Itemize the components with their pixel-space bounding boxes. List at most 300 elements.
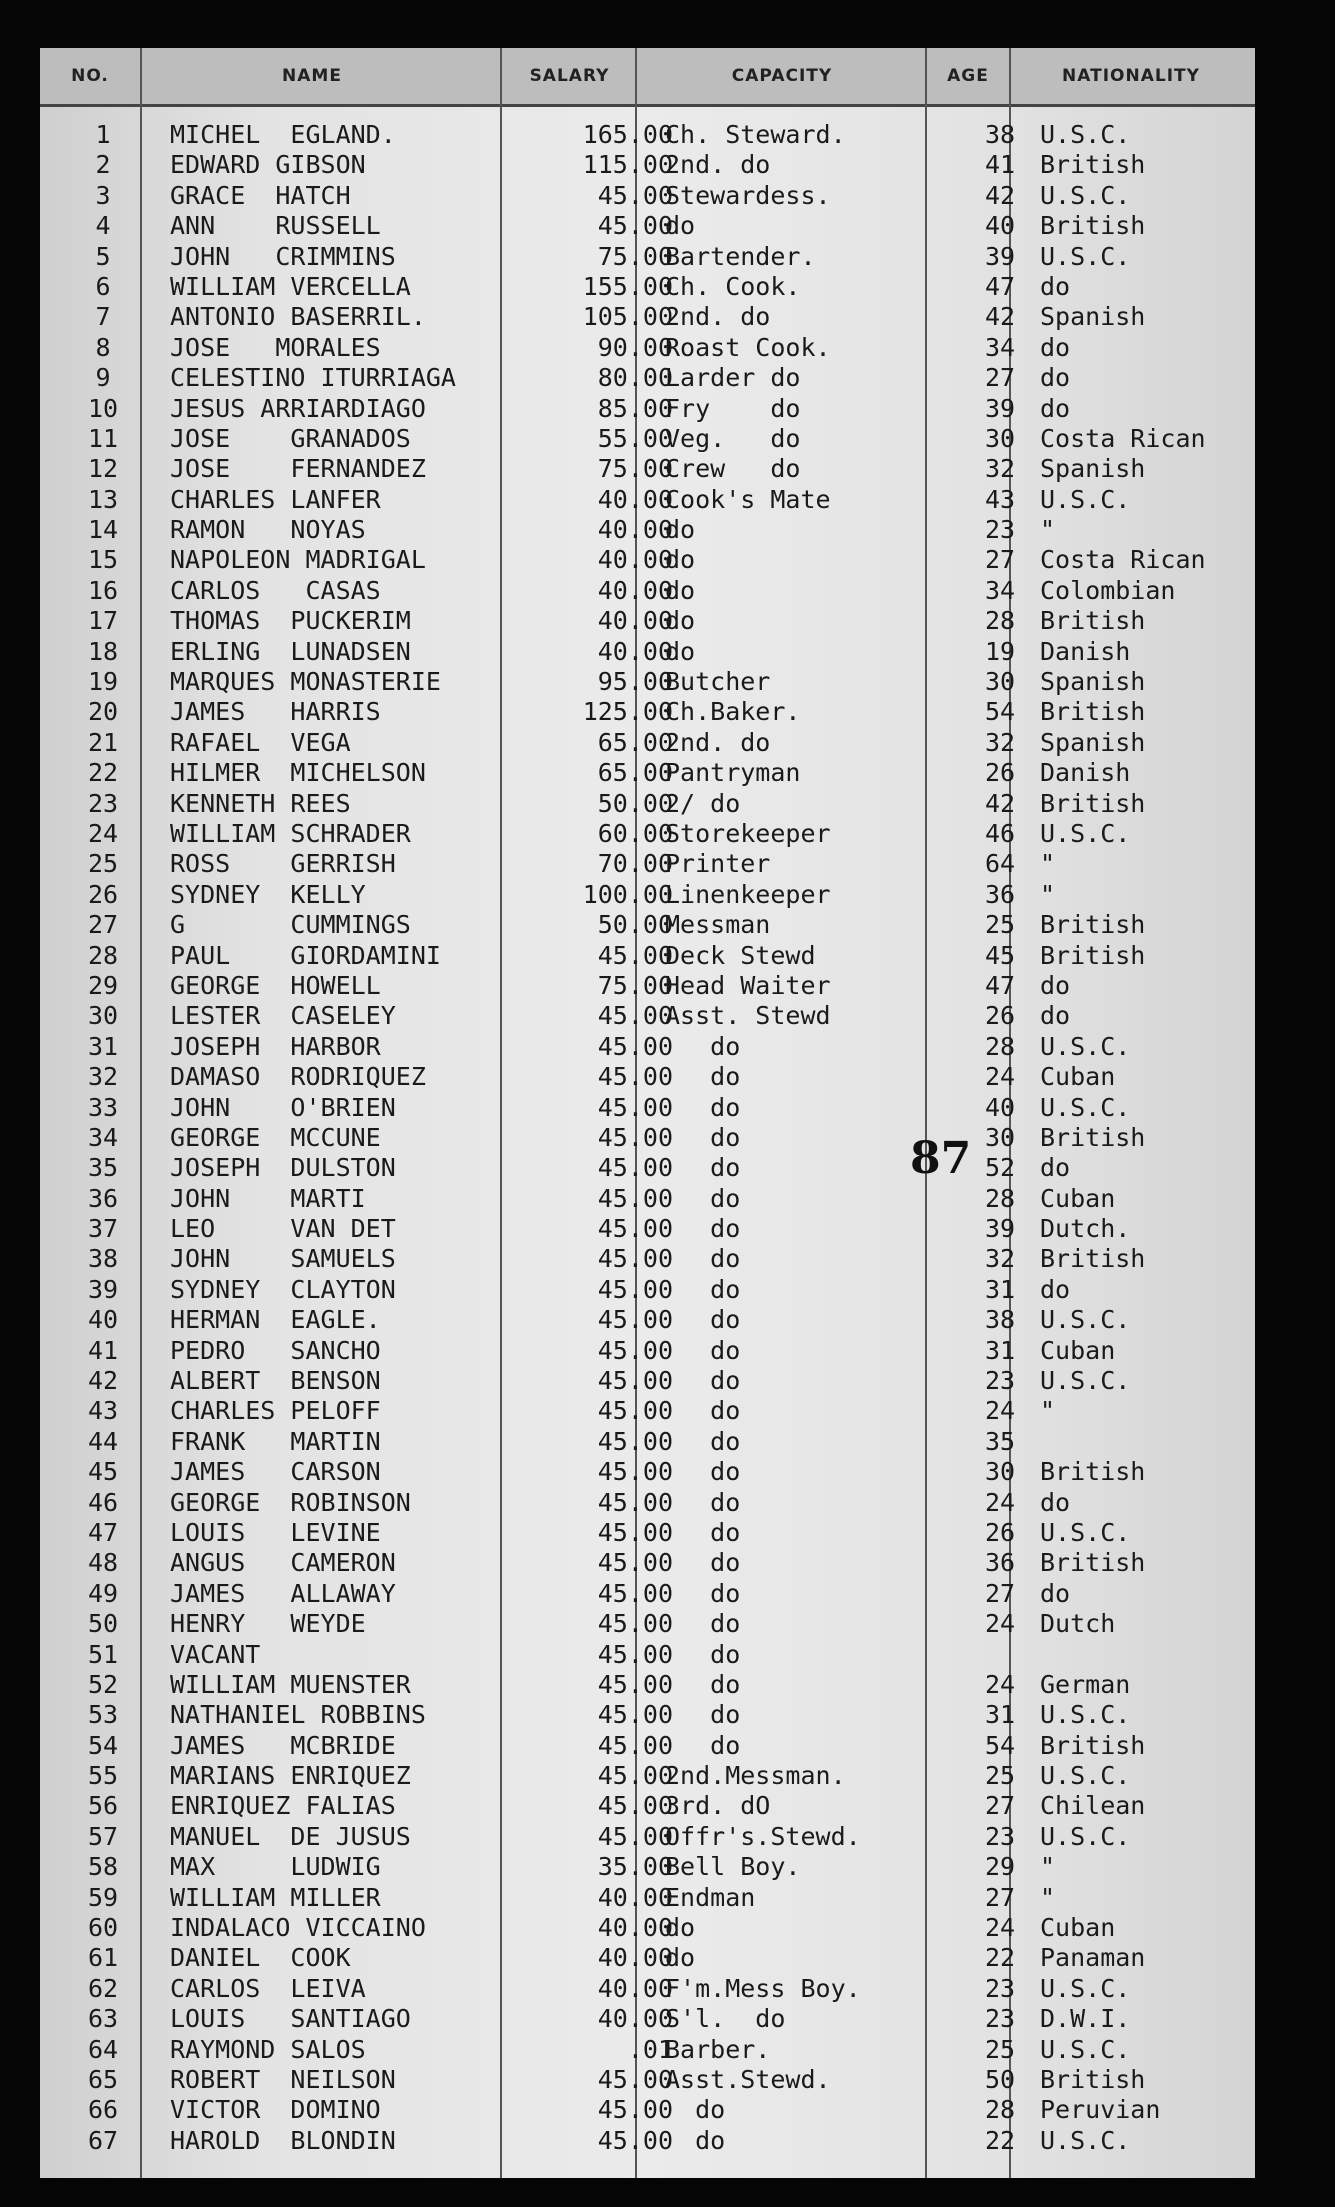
crew-nationality: ": [1040, 1882, 1056, 1912]
crew-salary: 75.00: [597, 454, 673, 484]
row-number: 27: [87, 910, 119, 940]
table-row: [40, 1366, 1255, 1396]
crew-capacity: do: [665, 1548, 741, 1578]
crew-age: 39: [984, 1214, 1016, 1244]
table-row: [40, 1548, 1255, 1578]
crew-nationality: U.S.C.: [1040, 1700, 1131, 1730]
crew-capacity: Ch. Steward.: [665, 120, 846, 149]
crew-capacity: do: [665, 1669, 741, 1699]
table-row: [40, 697, 1255, 727]
crew-salary: 40.00: [597, 636, 673, 666]
crew-age: 54: [984, 697, 1016, 727]
row-number: 53: [87, 1700, 119, 1730]
crew-salary: 125.00: [582, 697, 673, 727]
crew-name: HENRY WEYDE: [170, 1609, 366, 1639]
crew-age: 23: [984, 2004, 1016, 2034]
table-row: [40, 667, 1255, 697]
crew-age: 28: [984, 606, 1016, 636]
crew-capacity: do: [665, 606, 696, 636]
crew-name: WILLIAM MUENSTER: [170, 1669, 411, 1699]
table-row: [40, 211, 1255, 241]
row-number: 34: [87, 1122, 119, 1152]
crew-capacity: Storekeeper: [665, 818, 831, 848]
table-row: [40, 1640, 1255, 1670]
crew-nationality: Danish: [1040, 758, 1131, 788]
row-number: 11: [87, 423, 119, 453]
row-number: 55: [87, 1761, 119, 1791]
table-row: [40, 333, 1255, 363]
table-row: [40, 1822, 1255, 1852]
crew-age: 32: [984, 1244, 1016, 1274]
row-number: 47: [87, 1517, 119, 1547]
crew-age: 28: [984, 1031, 1016, 1061]
table-row: [40, 606, 1255, 636]
crew-nationality: U.S.C.: [1040, 2034, 1131, 2064]
crew-salary: 40.00: [597, 1913, 673, 1943]
crew-capacity: Roast Cook.: [665, 332, 831, 362]
crew-salary: 50.00: [597, 910, 673, 940]
table-row: [40, 758, 1255, 788]
crew-name: ANN RUSSELL: [170, 211, 381, 241]
table-row: [40, 1731, 1255, 1761]
table-row: [40, 242, 1255, 272]
row-number: 4: [95, 211, 111, 241]
table-row: [40, 849, 1255, 879]
crew-salary: 40.00: [597, 545, 673, 575]
crew-age: 23: [984, 1973, 1016, 2003]
table-row: [40, 515, 1255, 545]
row-number: 42: [87, 1366, 119, 1396]
crew-salary: 45.00: [597, 1305, 673, 1335]
crew-nationality: U.S.C.: [1040, 1366, 1131, 1396]
crew-age: 31: [984, 1274, 1016, 1304]
crew-salary: 45.00: [597, 1821, 673, 1851]
crew-salary: 45.00: [597, 211, 673, 241]
crew-age: 64: [984, 849, 1016, 879]
table-row: [40, 1579, 1255, 1609]
crew-name: LOUIS LEVINE: [170, 1517, 381, 1547]
crew-age: 25: [984, 1761, 1016, 1791]
table-row: [40, 880, 1255, 910]
crew-salary: 115.00: [582, 150, 673, 180]
crew-name: LOUIS SANTIAGO: [170, 2004, 411, 2034]
crew-salary: 75.00: [597, 241, 673, 271]
crew-capacity: 3rd. dO: [665, 1791, 771, 1821]
crew-nationality: do: [1040, 970, 1071, 1000]
row-number: 6: [95, 271, 111, 301]
crew-salary: 40.00: [597, 484, 673, 514]
crew-nationality: British: [1040, 788, 1146, 818]
crew-nationality: ": [1040, 515, 1056, 545]
crew-capacity: Bell Boy.: [665, 1852, 801, 1882]
crew-age: 26: [984, 758, 1016, 788]
table-row: [40, 1488, 1255, 1518]
crew-name: WILLIAM VERCELLA: [170, 271, 411, 301]
crew-capacity: Veg. do: [665, 423, 801, 453]
crew-age: 26: [984, 1517, 1016, 1547]
crew-salary: 45.00: [597, 1517, 673, 1547]
crew-age: 22: [984, 1943, 1016, 1973]
row-number: 64: [87, 2034, 119, 2064]
row-number: 41: [87, 1335, 119, 1365]
crew-salary: 45.00: [597, 1183, 673, 1213]
row-number: 2: [95, 150, 111, 180]
table-row: [40, 394, 1255, 424]
table-row: [40, 637, 1255, 667]
row-number: 26: [87, 879, 119, 909]
crew-age: 25: [984, 910, 1016, 940]
row-number: 40: [87, 1305, 119, 1335]
crew-nationality: do: [1040, 1274, 1071, 1304]
row-number: 51: [87, 1639, 119, 1669]
table-row: [40, 1518, 1255, 1548]
crew-capacity: do: [665, 1639, 741, 1669]
crew-capacity: do: [665, 1487, 741, 1517]
row-number: 24: [87, 818, 119, 848]
crew-name: JOSEPH DULSTON: [170, 1153, 396, 1183]
table-row: [40, 302, 1255, 332]
crew-nationality: Colombian: [1040, 575, 1176, 605]
crew-age: 27: [984, 1578, 1016, 1608]
crew-capacity: do: [665, 1183, 741, 1213]
crew-capacity: 2nd. do: [665, 302, 771, 332]
crew-capacity: Deck Stewd: [665, 940, 816, 970]
crew-name: NAPOLEON MADRIGAL: [170, 545, 426, 575]
crew-age: 19: [984, 636, 1016, 666]
table-row: [40, 272, 1255, 302]
table-row: [40, 1761, 1255, 1791]
crew-name: CARLOS LEIVA: [170, 1973, 366, 2003]
crew-age: 30: [984, 1457, 1016, 1487]
crew-table-body: [40, 120, 1255, 2156]
crew-capacity: do: [665, 1214, 741, 1244]
crew-capacity: do: [665, 1244, 741, 1274]
crew-capacity: Cook's Mate: [665, 484, 831, 514]
crew-salary: 85.00: [597, 393, 673, 423]
crew-capacity: do: [665, 1335, 741, 1365]
crew-age: 36: [984, 879, 1016, 909]
header-capacity: CAPACITY: [731, 66, 833, 86]
crew-age: 38: [984, 1305, 1016, 1335]
row-number: 66: [87, 2095, 119, 2125]
crew-age: 50: [984, 2065, 1016, 2094]
crew-nationality: do: [1040, 1001, 1071, 1031]
table-row: [40, 1883, 1255, 1913]
crew-age: 29: [984, 1852, 1016, 1882]
crew-salary: 45.00: [597, 1761, 673, 1791]
table-row: [40, 971, 1255, 1001]
crew-salary: 45.00: [597, 1335, 673, 1365]
crew-salary: 65.00: [597, 758, 673, 788]
crew-name: JAMES ALLAWAY: [170, 1578, 396, 1608]
crew-age: 30: [984, 1122, 1016, 1152]
table-row: [40, 1305, 1255, 1335]
row-number: 23: [87, 788, 119, 818]
crew-name: PAUL GIORDAMINI: [170, 940, 441, 970]
crew-nationality: German: [1040, 1669, 1131, 1699]
table-row: [40, 1062, 1255, 1092]
crew-nationality: U.S.C.: [1040, 180, 1131, 210]
header-age: AGE: [947, 66, 989, 86]
crew-salary: 35.00: [597, 1852, 673, 1882]
crew-age: 42: [984, 180, 1016, 210]
header-salary: SALARY: [529, 66, 610, 86]
crew-salary: 75.00: [597, 970, 673, 1000]
row-number: 46: [87, 1487, 119, 1517]
crew-salary: 45.00: [597, 1001, 673, 1031]
crew-nationality: British: [1040, 211, 1146, 241]
row-number: 9: [95, 363, 111, 393]
crew-capacity: Crew do: [665, 454, 801, 484]
row-number: 20: [87, 697, 119, 727]
crew-salary: 45.00: [597, 1700, 673, 1730]
crew-nationality: U.S.C.: [1040, 120, 1131, 149]
crew-nationality: do: [1040, 332, 1071, 362]
table-row: [40, 181, 1255, 211]
crew-age: 38: [984, 120, 1016, 149]
crew-name: ANTONIO BASERRIL.: [170, 302, 426, 332]
row-number: 19: [87, 667, 119, 697]
crew-nationality: British: [1040, 150, 1146, 180]
crew-age: 31: [984, 1700, 1016, 1730]
crew-salary: 40.00: [597, 1943, 673, 1973]
crew-salary: 45.00: [597, 1092, 673, 1122]
crew-salary: 40.00: [597, 515, 673, 545]
row-number: 7: [95, 302, 111, 332]
crew-capacity: do: [665, 1092, 741, 1122]
crew-age: 40: [984, 1092, 1016, 1122]
crew-capacity: do: [665, 2125, 726, 2155]
crew-capacity: Offr's.Stewd.: [665, 1821, 861, 1851]
crew-age: 42: [984, 788, 1016, 818]
crew-name: WILLIAM MILLER: [170, 1882, 381, 1912]
crew-age: 36: [984, 1548, 1016, 1578]
crew-nationality: British: [1040, 1548, 1146, 1578]
crew-age: 45: [984, 940, 1016, 970]
crew-age: 27: [984, 545, 1016, 575]
crew-capacity: F'm.Mess Boy.: [665, 1973, 861, 2003]
crew-capacity: do: [665, 545, 696, 575]
row-number: 15: [87, 545, 119, 575]
crew-nationality: ": [1040, 1852, 1056, 1882]
crew-capacity: Ch.Baker.: [665, 697, 801, 727]
crew-name: WILLIAM SCHRADER: [170, 818, 411, 848]
crew-salary: 100.00: [582, 879, 673, 909]
row-number: 67: [87, 2125, 119, 2155]
crew-capacity: Head Waiter: [665, 970, 831, 1000]
crew-capacity: Bartender.: [665, 241, 816, 271]
crew-age: 32: [984, 727, 1016, 757]
crew-age: 52: [984, 1153, 1016, 1183]
crew-name: DANIEL COOK: [170, 1943, 351, 1973]
crew-nationality: British: [1040, 910, 1146, 940]
crew-nationality: ": [1040, 1396, 1056, 1426]
table-row: [40, 1214, 1255, 1244]
crew-capacity: do: [665, 1578, 741, 1608]
crew-name: JOHN SAMUELS: [170, 1244, 396, 1274]
row-number: 30: [87, 1001, 119, 1031]
crew-age: 40: [984, 211, 1016, 241]
row-number: 8: [95, 332, 111, 362]
row-number: 25: [87, 849, 119, 879]
crew-nationality: Panaman: [1040, 1943, 1146, 1973]
row-number: 38: [87, 1244, 119, 1274]
crew-name: CHARLES PELOFF: [170, 1396, 381, 1426]
crew-name: PEDRO SANCHO: [170, 1335, 381, 1365]
row-number: 56: [87, 1791, 119, 1821]
crew-name: MANUEL DE JUSUS: [170, 1821, 411, 1851]
crew-capacity: do: [665, 1366, 741, 1396]
crew-name: DAMASO RODRIQUEZ: [170, 1062, 426, 1092]
row-number: 62: [87, 1973, 119, 2003]
crew-salary: 80.00: [597, 363, 673, 393]
crew-salary: 45.00: [597, 1791, 673, 1821]
crew-nationality: Costa Rican: [1040, 423, 1206, 453]
crew-capacity: Fry do: [665, 393, 801, 423]
table-row: [40, 545, 1255, 575]
crew-age: 43: [984, 484, 1016, 514]
crew-nationality: British: [1040, 940, 1146, 970]
crew-age: 24: [984, 1609, 1016, 1639]
crew-age: 47: [984, 970, 1016, 1000]
crew-capacity: Printer: [665, 849, 771, 879]
crew-name: KENNETH REES: [170, 788, 351, 818]
crew-age: 30: [984, 423, 1016, 453]
table-row: [40, 1791, 1255, 1821]
crew-name: GRACE HATCH: [170, 180, 351, 210]
table-row: [40, 1336, 1255, 1366]
crew-name: ANGUS CAMERON: [170, 1548, 396, 1578]
row-number: 31: [87, 1031, 119, 1061]
table-row: [40, 1032, 1255, 1062]
row-number: 57: [87, 1821, 119, 1851]
crew-age: 26: [984, 1001, 1016, 1031]
crew-nationality: British: [1040, 606, 1146, 636]
row-number: 21: [87, 727, 119, 757]
crew-age: 24: [984, 1487, 1016, 1517]
table-row: [40, 454, 1255, 484]
crew-nationality: do: [1040, 363, 1071, 393]
crew-salary: 55.00: [597, 423, 673, 453]
table-row: [40, 2004, 1255, 2034]
row-number: 36: [87, 1183, 119, 1213]
crew-name: CELESTINO ITURRIAGA: [170, 363, 456, 393]
crew-list-sheet: [40, 48, 1255, 2178]
crew-nationality: Danish: [1040, 636, 1131, 666]
crew-age: 41: [984, 150, 1016, 180]
header-name: NAME: [282, 66, 342, 86]
row-number: 16: [87, 575, 119, 605]
crew-salary: 65.00: [597, 727, 673, 757]
crew-nationality: Dutch: [1040, 1609, 1116, 1639]
crew-nationality: U.S.C.: [1040, 1761, 1131, 1791]
crew-salary: 45.00: [597, 1366, 673, 1396]
crew-name: SYDNEY KELLY: [170, 879, 366, 909]
crew-capacity: 2nd. do: [665, 150, 771, 180]
crew-nationality: U.S.C.: [1040, 818, 1131, 848]
crew-age: 24: [984, 1913, 1016, 1943]
crew-age: 42: [984, 302, 1016, 332]
table-row: [40, 1244, 1255, 1274]
crew-name: JOSE GRANADOS: [170, 423, 411, 453]
crew-age: 47: [984, 271, 1016, 301]
crew-capacity: do: [665, 2095, 726, 2125]
crew-capacity: do: [665, 211, 696, 241]
row-number: 22: [87, 758, 119, 788]
crew-capacity: do: [665, 1122, 741, 1152]
row-number: 48: [87, 1548, 119, 1578]
crew-name: NATHANIEL ROBBINS: [170, 1700, 426, 1730]
crew-name: RAYMOND SALOS: [170, 2034, 366, 2064]
table-row: [40, 2126, 1255, 2156]
crew-name: ALBERT BENSON: [170, 1366, 381, 1396]
crew-age: 27: [984, 1791, 1016, 1821]
crew-salary: 45.00: [597, 1214, 673, 1244]
crew-capacity: Asst. Stewd: [665, 1001, 831, 1031]
row-number: 54: [87, 1730, 119, 1760]
crew-age: 27: [984, 363, 1016, 393]
header-no: NO.: [71, 66, 109, 86]
crew-salary: 45.00: [597, 2095, 673, 2125]
crew-name: JOHN O'BRIEN: [170, 1092, 396, 1122]
crew-salary: 45.00: [597, 2065, 673, 2094]
crew-salary: 45.00: [597, 1609, 673, 1639]
crew-salary: 45.00: [597, 1548, 673, 1578]
crew-salary: 45.00: [597, 1487, 673, 1517]
crew-name: HILMER MICHELSON: [170, 758, 426, 788]
crew-salary: 155.00: [582, 271, 673, 301]
crew-age: 30: [984, 667, 1016, 697]
crew-capacity: do: [665, 636, 696, 666]
crew-name: JAMES HARRIS: [170, 697, 381, 727]
crew-capacity: Pantryman: [665, 758, 801, 788]
crew-nationality: U.S.C.: [1040, 2125, 1131, 2155]
crew-salary: 40.00: [597, 606, 673, 636]
crew-nationality: do: [1040, 1153, 1071, 1183]
crew-age: 34: [984, 575, 1016, 605]
crew-salary: 45.00: [597, 940, 673, 970]
table-row: [40, 910, 1255, 940]
table-row: [40, 1184, 1255, 1214]
crew-name: G CUMMINGS: [170, 910, 411, 940]
crew-name: JOHN MARTI: [170, 1183, 366, 1213]
crew-salary: 45.00: [597, 1639, 673, 1669]
crew-nationality: ": [1040, 849, 1056, 879]
crew-salary: 40.00: [597, 2004, 673, 2034]
table-row: [40, 2065, 1255, 2095]
table-row: [40, 485, 1255, 515]
crew-nationality: Spanish: [1040, 727, 1146, 757]
row-number: 61: [87, 1943, 119, 1973]
crew-capacity: Endman: [665, 1882, 756, 1912]
table-row: [40, 1852, 1255, 1882]
crew-name: JAMES CARSON: [170, 1457, 381, 1487]
crew-nationality: Spanish: [1040, 667, 1146, 697]
row-number: 12: [87, 454, 119, 484]
crew-salary: 40.00: [597, 1973, 673, 2003]
crew-capacity: S'l. do: [665, 2004, 786, 2034]
table-row: [40, 1275, 1255, 1305]
row-number: 14: [87, 515, 119, 545]
table-row: [40, 1700, 1255, 1730]
table-row: [40, 1427, 1255, 1457]
crew-name: RAMON NOYAS: [170, 515, 366, 545]
crew-nationality: do: [1040, 393, 1071, 423]
crew-name: CHARLES LANFER: [170, 484, 381, 514]
crew-capacity: Barber.: [665, 2034, 771, 2064]
crew-name: HAROLD BLONDIN: [170, 2125, 396, 2155]
crew-salary: 45.00: [597, 1426, 673, 1456]
